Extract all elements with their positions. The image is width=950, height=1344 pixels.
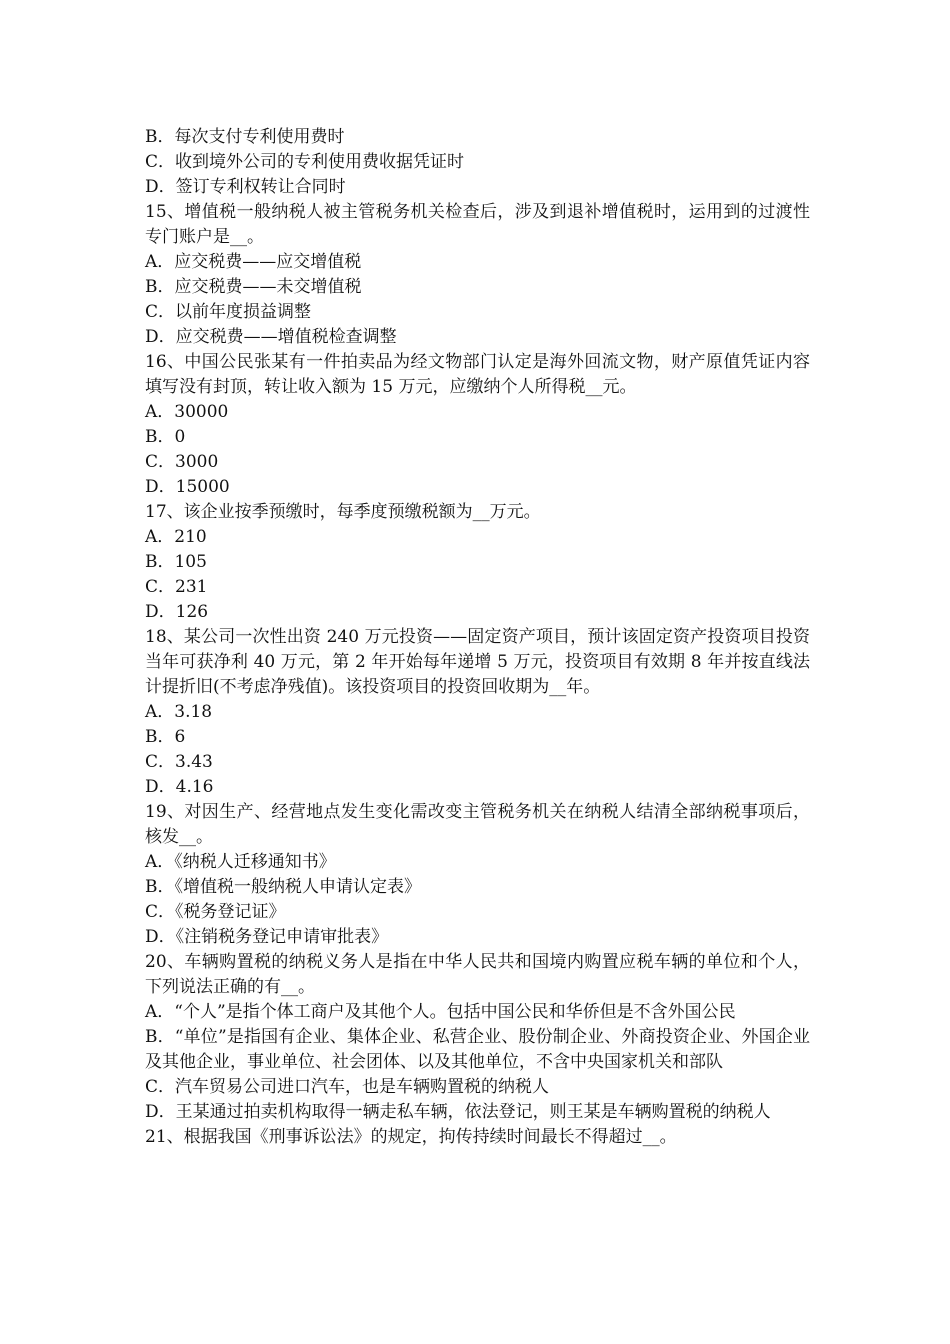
option-line: A．210 <box>145 527 207 547</box>
option-line: D．应交税费——增值税检查调整 <box>145 327 397 347</box>
option-line: C．3.43 <box>145 752 213 772</box>
option-line: A．“个人”是指个体工商户及其他个人。包括中国公民和华侨但是不含外国公民 <box>145 1002 736 1022</box>
option-line: B．应交税费——未交增值税 <box>145 277 362 297</box>
option-line: C．3000 <box>145 452 219 472</box>
option-line: B．6 <box>145 727 186 747</box>
option-line: C．《税务登记证》 <box>145 902 286 922</box>
option-line: D．4.16 <box>145 777 214 797</box>
question-21: 21、根据我国《刑事诉讼法》的规定，拘传持续时间最长不得超过__。 <box>145 1127 677 1147</box>
option-line: C．以前年度损益调整 <box>145 302 312 322</box>
question-15: 15、增值税一般纳税人被主管税务机关检查后，涉及到退补增值税时，运用到的过渡性专门账户是__。 <box>145 202 810 247</box>
question-16: 16、中国公民张某有一件拍卖品为经文物部门认定是海外回流文物，财产原值凭证内容填写没有封顶，转让收入额为 15 万元，应缴纳个人所得税__元。 <box>145 352 810 397</box>
question-19: 19、对因生产、经营地点发生变化需改变主管税务机关在纳税人结清全部纳税事项后，核发__。 <box>145 802 810 847</box>
option-line: D．签订专利权转让合同时 <box>145 177 346 197</box>
option-line: C．231 <box>145 577 208 597</box>
option-line: A．《纳税人迁移通知书》 <box>145 852 336 872</box>
option-line: A．应交税费——应交增值税 <box>145 252 362 272</box>
option-line: C．汽车贸易公司进口汽车，也是车辆购置税的纳税人 <box>145 1077 550 1097</box>
option-line: D．《注销税务登记申请审批表》 <box>145 927 389 947</box>
option-line: B．每次支付专利使用费时 <box>145 127 345 147</box>
option-line: A．3.18 <box>145 702 213 722</box>
question-20: 20、车辆购置税的纳税义务人是指在中华人民共和国境内购置应税车辆的单位和个人，下列说法正确的有__。 <box>145 952 810 997</box>
option-line: D．15000 <box>145 477 230 497</box>
question-18: 18、某公司一次性出资 240 万元投资——固定资产项目，预计该固定资产投资项目投资当年可获净利 40 万元，第 2 年开始每年递增 5 万元，投资项目有效期 8 年并按直线法计提折旧(不考虑净残值)。该投资项目的投资回收期为__年。 <box>145 627 810 697</box>
option-line: C．收到境外公司的专利使用费收据凭证时 <box>145 152 465 172</box>
option-line: D．126 <box>145 602 209 622</box>
question-17: 17、该企业按季预缴时，每季度预缴税额为__万元。 <box>145 502 541 522</box>
option-line: A．30000 <box>145 402 229 422</box>
document-body <box>145 125 810 1150</box>
option-line: B．105 <box>145 552 207 572</box>
option-line: B．“单位”是指国有企业、集体企业、私营企业、股份制企业、外商投资企业、外国企业及其他企业，事业单位、社会团体、以及其他单位，不含中央国家机关和部队 <box>145 1027 810 1072</box>
option-line: B．0 <box>145 427 186 447</box>
option-line: D．王某通过拍卖机构取得一辆走私车辆，依法登记，则王某是车辆购置税的纳税人 <box>145 1102 771 1122</box>
option-line: B．《增值税一般纳税人申请认定表》 <box>145 877 421 897</box>
